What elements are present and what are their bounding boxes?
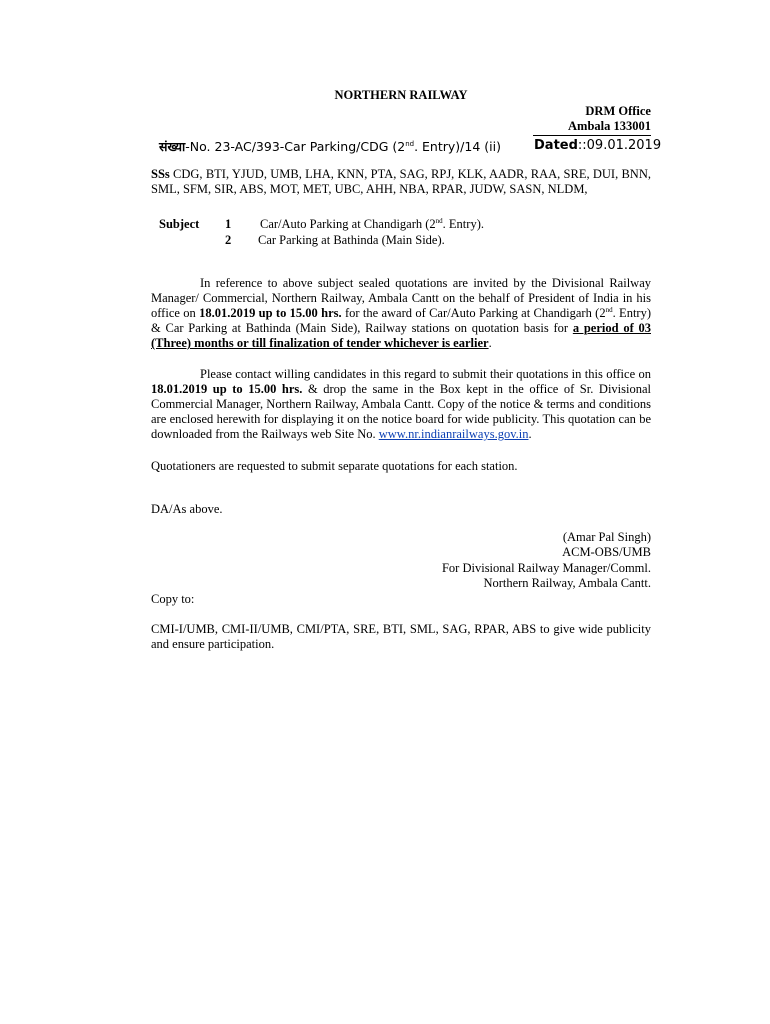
- subject-item-1: [260, 217, 484, 232]
- copy-to-list: CMI-I/UMB, CMI-II/UMB, CMI/PTA, SRE, BTI, SML, SAG, RPAR, ABS to give wide publicity and ensure participation.: [151, 622, 651, 651]
- para2-text-2: & drop the same in the Box kept in the office of Sr. Divisional Commercial Manager, Northern Railway, Ambala Cantt. Copy of the notice & terms and conditions are enclosed herewith for displaying it on the notice board for wide publicity. This quotation can be downloaded from the Railways web Site No.: [151, 382, 651, 441]
- subject-item-1-text: Car/Auto Parking at Chandigarh (2: [260, 217, 436, 231]
- subject-item-1-sup: nd: [435, 216, 443, 225]
- paragraph-1: [151, 276, 651, 351]
- paragraph-2: [151, 367, 651, 442]
- subject-item-2-num: 2: [225, 233, 232, 247]
- para1-text-3: . Entry) & Car Parking at Bathinda (Main Side), Railway stations on quotation basis for: [151, 306, 651, 335]
- reference-number: [159, 139, 501, 155]
- dated-value: ::09.01.2019: [577, 138, 662, 153]
- subject-item-2: [258, 233, 445, 248]
- dated-label: Dated: [534, 138, 578, 153]
- office-name: DRM Office: [585, 104, 651, 118]
- para1-text-1: In reference to above subject sealed quotations are invited by the Divisional Railway Manager/ Commercial, Northern Railway, Ambala Cantt on the behalf of President of India in his office on: [151, 276, 651, 320]
- subject-item-1-end: . Entry).: [442, 217, 484, 231]
- signatory-for-line: For Divisional Railway Manager/Comml.: [441, 561, 651, 575]
- signatory-designation: ACM-OBS/UMB: [562, 545, 651, 559]
- para1-date-bold: 18.01.2019 up to 15.00 hrs.: [199, 306, 342, 320]
- recipients-list: CDG, BTI, YJUD, UMB, LHA, KNN, PTA, SAG, RPJ, KLK, AADR, RAA, SRE, DUI, BNN, SML, SFM, SIR, ABS, MOT, MET, UBC, AHH, NBA, RPAR, JUDW, SASN, NLDM,: [151, 167, 651, 196]
- ref-end: . Entry)/14 (ii): [414, 139, 501, 154]
- org-title: NORTHERN RAILWAY: [334, 88, 468, 102]
- ref-sup: nd: [405, 139, 415, 148]
- recipients: [151, 167, 651, 197]
- paragraph-3: Quotationers are requested to submit separate quotations for each station.: [151, 459, 518, 473]
- para2-text-1: Please contact willing candidates in this regard to submit their quotations in this office on: [200, 367, 651, 381]
- copy-to-label: Copy to:: [151, 592, 195, 606]
- date-line: [534, 138, 661, 153]
- para2-text-3: .: [528, 427, 532, 441]
- office-address: Ambala 133001: [568, 119, 651, 133]
- ref-prefix-hindi: संख्या: [159, 140, 186, 154]
- subject-label: Subject: [159, 217, 200, 231]
- website-link[interactable]: www.nr.indianrailways.gov.in: [378, 427, 529, 441]
- signatory-name: (Amar Pal Singh): [562, 530, 651, 544]
- subject-item-2-text: Car Parking at Bathinda (Main Side).: [258, 233, 445, 247]
- ref-main: -No. 23-AC/393-Car Parking/CDG (2: [185, 139, 406, 154]
- para1-text-4: .: [488, 336, 492, 350]
- para2-date-bold: 18.01.2019 up to 15.00 hrs.: [151, 382, 303, 396]
- signatory-office: Northern Railway, Ambala Cantt.: [483, 576, 651, 590]
- recipients-label: SSs: [151, 167, 170, 181]
- subject-item-1-num: 1: [225, 217, 232, 231]
- para1-sup: nd: [605, 305, 613, 314]
- enclosure-note: DA/As above.: [151, 502, 223, 516]
- para1-period-underlined: a period of 03 (Three) months or till finalization of tender whichever is earlier: [151, 321, 651, 350]
- para1-text-2: for the award of Car/Auto Parking at Chandigarh (2: [341, 306, 606, 320]
- header-divider: [533, 135, 651, 136]
